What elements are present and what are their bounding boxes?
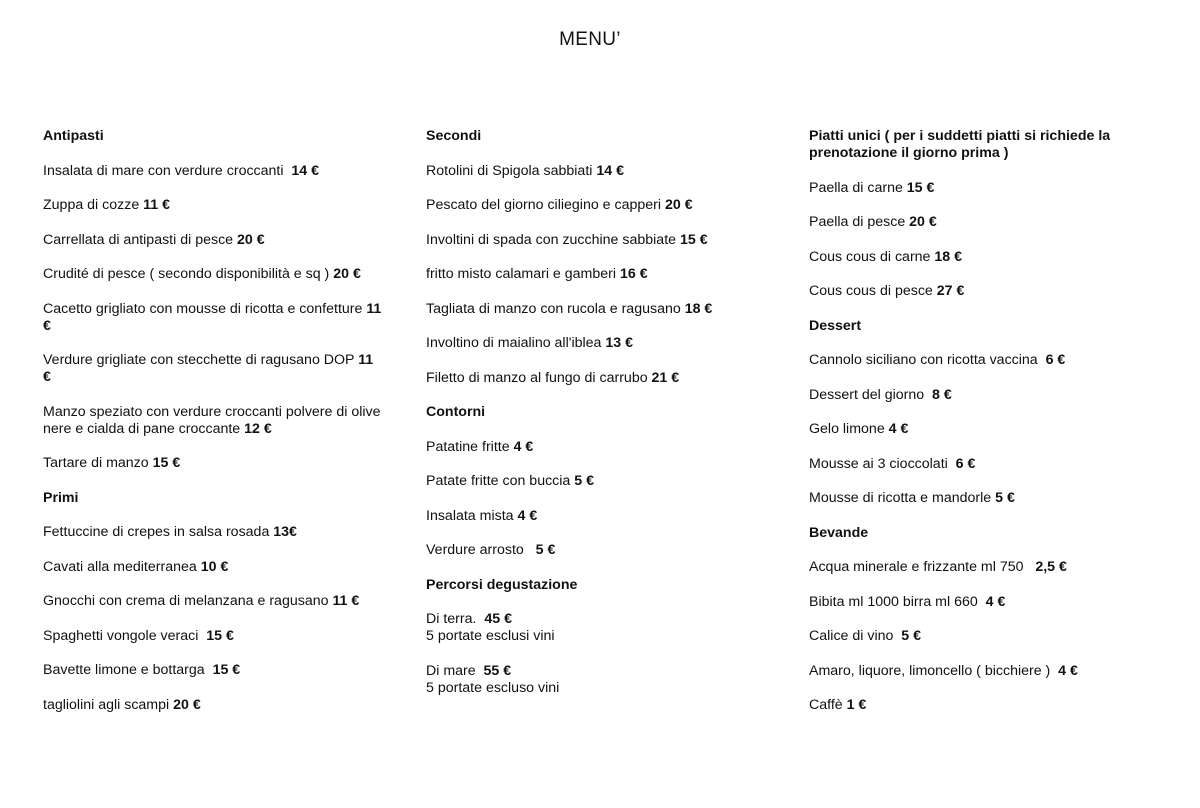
menu-column-1 <box>43 128 383 731</box>
menu-item-name: Verdure arrosto <box>426 542 536 558</box>
menu-item-note: 5 portate escluso vini <box>426 679 560 696</box>
menu-item-name: Manzo speziato con verdure croccanti polvere di olive nere e cialda di pane croccante <box>43 403 385 437</box>
menu-item-price: 20 € <box>664 197 693 213</box>
menu-item-name: Patate fritte con buccia <box>426 473 575 489</box>
menu-item-price: 15 € <box>152 455 181 471</box>
menu-item-price: 11 € <box>332 593 360 609</box>
menu-item <box>426 163 766 180</box>
menu-item-price: 11 € <box>43 300 382 334</box>
menu-item-price: 5 € <box>901 628 921 644</box>
menu-item <box>426 232 766 249</box>
menu-item <box>43 662 383 679</box>
menu-item-price: 21 € <box>651 369 680 386</box>
menu-item <box>809 249 1139 266</box>
menu-item-price: 27 € <box>936 283 965 299</box>
menu-item <box>43 455 383 472</box>
menu-item <box>809 594 1139 611</box>
menu-item-name: Verdure grigliate con stecchette di ragusano DOP <box>43 352 359 368</box>
menu-item-name: Cavati alla mediterranea <box>43 558 201 575</box>
menu-item-price: 5 € <box>574 473 594 489</box>
menu-item-price: 4 € <box>1058 662 1078 679</box>
menu-item-name: Zuppa di cozze <box>43 197 144 213</box>
menu-item-price: 5 € <box>995 490 1015 506</box>
menu-item <box>43 697 383 714</box>
menu-item <box>809 456 1139 473</box>
menu-item-price: 55 € <box>483 662 512 679</box>
menu-item <box>43 163 383 180</box>
menu-item-price: 15 € <box>679 231 708 248</box>
menu-item <box>809 283 1139 300</box>
menu-item-name: Filetto di manzo al fungo di carrubo <box>426 369 652 386</box>
menu-item-name: Pescato del giorno ciliegino e capperi <box>426 197 665 213</box>
menu-item <box>426 663 766 697</box>
section-title: Antipasti <box>43 128 104 144</box>
menu-item-price: 20 € <box>237 231 265 248</box>
menu-item-price: 18 € <box>934 248 963 265</box>
menu-item <box>43 266 383 283</box>
menu-item-name: Bavette limone e bottarga <box>43 662 213 678</box>
section-title: Bevande <box>809 524 869 541</box>
menu-item <box>809 559 1139 576</box>
menu-item <box>809 352 1139 369</box>
menu-item-price: 15 € <box>206 627 234 644</box>
menu-item-note: 5 portate esclusi vini <box>426 628 555 644</box>
section-title: Percorsi degustazione <box>426 576 578 593</box>
menu-item <box>43 352 383 386</box>
menu-item <box>809 697 1139 714</box>
menu-item-price: 4 € <box>888 421 909 437</box>
menu-item-price: 12 € <box>244 420 272 437</box>
menu-item-price: 45 € <box>484 611 512 627</box>
menu-item <box>809 214 1139 231</box>
menu-item-name: Cannolo siciliano con ricotta vaccina <box>809 352 1046 368</box>
menu-item-price: 4 € <box>985 593 1006 610</box>
menu-item-price: 2,5 € <box>1035 559 1067 575</box>
menu-item <box>426 508 766 525</box>
menu-item-price: 4 € <box>513 438 534 455</box>
menu-item <box>43 404 383 438</box>
menu-item-name: Mousse di ricotta e mandorle <box>809 490 996 506</box>
menu-item-price: 18 € <box>684 300 713 317</box>
section-title: Contorni <box>426 404 486 420</box>
menu-item-name: Calice di vino <box>809 628 902 644</box>
menu-item <box>426 266 766 283</box>
menu-item-price: 15 € <box>212 662 241 678</box>
menu-item <box>43 628 383 645</box>
menu-item-name: Di mare <box>426 662 484 679</box>
menu-item-name: Cous cous di pesce <box>809 283 937 299</box>
menu-item-price: 8 € <box>932 386 952 403</box>
menu-item-name: Mousse ai 3 cioccolati <box>809 455 956 472</box>
menu-item-name: Involtino di maialino all'iblea <box>426 335 606 351</box>
menu-item-price: 14 € <box>291 162 320 179</box>
menu-item-name: Bibita ml 1000 birra ml 660 <box>809 593 986 610</box>
menu-item <box>809 421 1139 438</box>
menu-column-3 <box>809 128 1139 732</box>
menu-item-name: Spaghetti vongole veraci <box>43 627 207 644</box>
section-title: Primi <box>43 489 79 506</box>
menu-item-price: 1 € <box>846 697 867 713</box>
section-title: Dessert <box>809 317 862 334</box>
menu-item-price: 6 € <box>1045 352 1066 368</box>
menu-item-price: 15 € <box>906 179 935 196</box>
menu-item <box>43 524 383 541</box>
menu-item <box>43 197 383 214</box>
menu-item <box>426 301 766 318</box>
menu-item-name: Cous cous di carne <box>809 248 935 265</box>
menu-item-price: 16 € <box>619 266 648 282</box>
menu-item <box>809 490 1139 507</box>
menu-item <box>43 301 383 335</box>
menu-item-name: Insalata di mare con verdure croccanti <box>43 162 292 179</box>
menu-title: MENU’ <box>559 29 621 50</box>
menu-item-price: 11 € <box>43 352 374 385</box>
menu-item <box>426 439 766 456</box>
menu-item-price: 6 € <box>955 455 976 472</box>
section-title: Secondi <box>426 128 482 144</box>
menu-item-name: Di terra. <box>426 611 485 627</box>
menu-item-name: Amaro, liquore, limoncello ( bicchiere ) <box>809 662 1059 679</box>
menu-item <box>809 628 1139 645</box>
menu-item-price: 11 € <box>143 197 171 213</box>
menu-item-name: Gnocchi con crema di melanzana e ragusano <box>43 593 333 609</box>
menu-item-name: Insalata mista <box>426 507 518 524</box>
menu-item <box>43 559 383 576</box>
menu-item-name: fritto misto calamari e gamberi <box>426 266 620 282</box>
menu-item-name: tagliolini agli scampi <box>43 696 174 713</box>
menu-item-name: Carrellata di antipasti di pesce <box>43 231 237 248</box>
menu-item-name: Patatine fritte <box>426 438 514 455</box>
menu-item <box>426 370 766 387</box>
menu-item <box>809 180 1139 197</box>
menu-item-name: Paella di carne <box>809 179 907 196</box>
menu-item-price: 20 € <box>173 696 201 713</box>
menu-item <box>426 473 766 490</box>
menu-column-2 <box>426 128 766 714</box>
menu-item-price: 20 € <box>333 266 361 282</box>
menu-item-name: Crudité di pesce ( secondo disponibilità e sq ) <box>43 266 334 282</box>
menu-item <box>43 232 383 249</box>
menu-item <box>43 593 383 610</box>
menu-item-price: 10 € <box>200 558 229 575</box>
menu-item-price: 5 € <box>535 542 556 558</box>
menu-item-price: 4 € <box>517 507 538 524</box>
menu-item-price: 14 € <box>596 162 624 179</box>
section-title: Piatti unici ( per i suddetti piatti si richiede la prenotazione il giorno prima ) <box>809 128 1111 161</box>
menu-item <box>426 611 766 645</box>
menu-item-price: 20 € <box>909 214 937 230</box>
menu-item-name: Tartare di manzo <box>43 455 153 471</box>
menu-item-name: Fettuccine di crepes in salsa rosada <box>43 524 274 540</box>
menu-item-name: Cacetto grigliato con mousse di ricotta e confetture <box>43 300 367 317</box>
menu-item <box>426 335 766 352</box>
menu-item <box>426 197 766 214</box>
menu-item-name: Dessert del giorno <box>809 386 933 403</box>
menu-item-name: Paella di pesce <box>809 214 910 230</box>
menu-item <box>809 387 1139 404</box>
menu-item-name: Acqua minerale e frizzante ml 750 <box>809 559 1036 575</box>
menu-item-name: Gelo limone <box>809 421 889 437</box>
menu-item-name: Involtini di spada con zucchine sabbiate <box>426 231 680 248</box>
menu-item <box>809 663 1139 680</box>
menu-item-name: Rotolini di Spigola sabbiati <box>426 162 597 179</box>
menu-item-name: Tagliata di manzo con rucola e ragusano <box>426 300 685 317</box>
menu-item-price: 13€ <box>273 524 297 540</box>
menu-item-name: Caffè <box>809 697 847 713</box>
menu-item <box>426 542 766 559</box>
menu-item-price: 13 € <box>605 335 633 351</box>
